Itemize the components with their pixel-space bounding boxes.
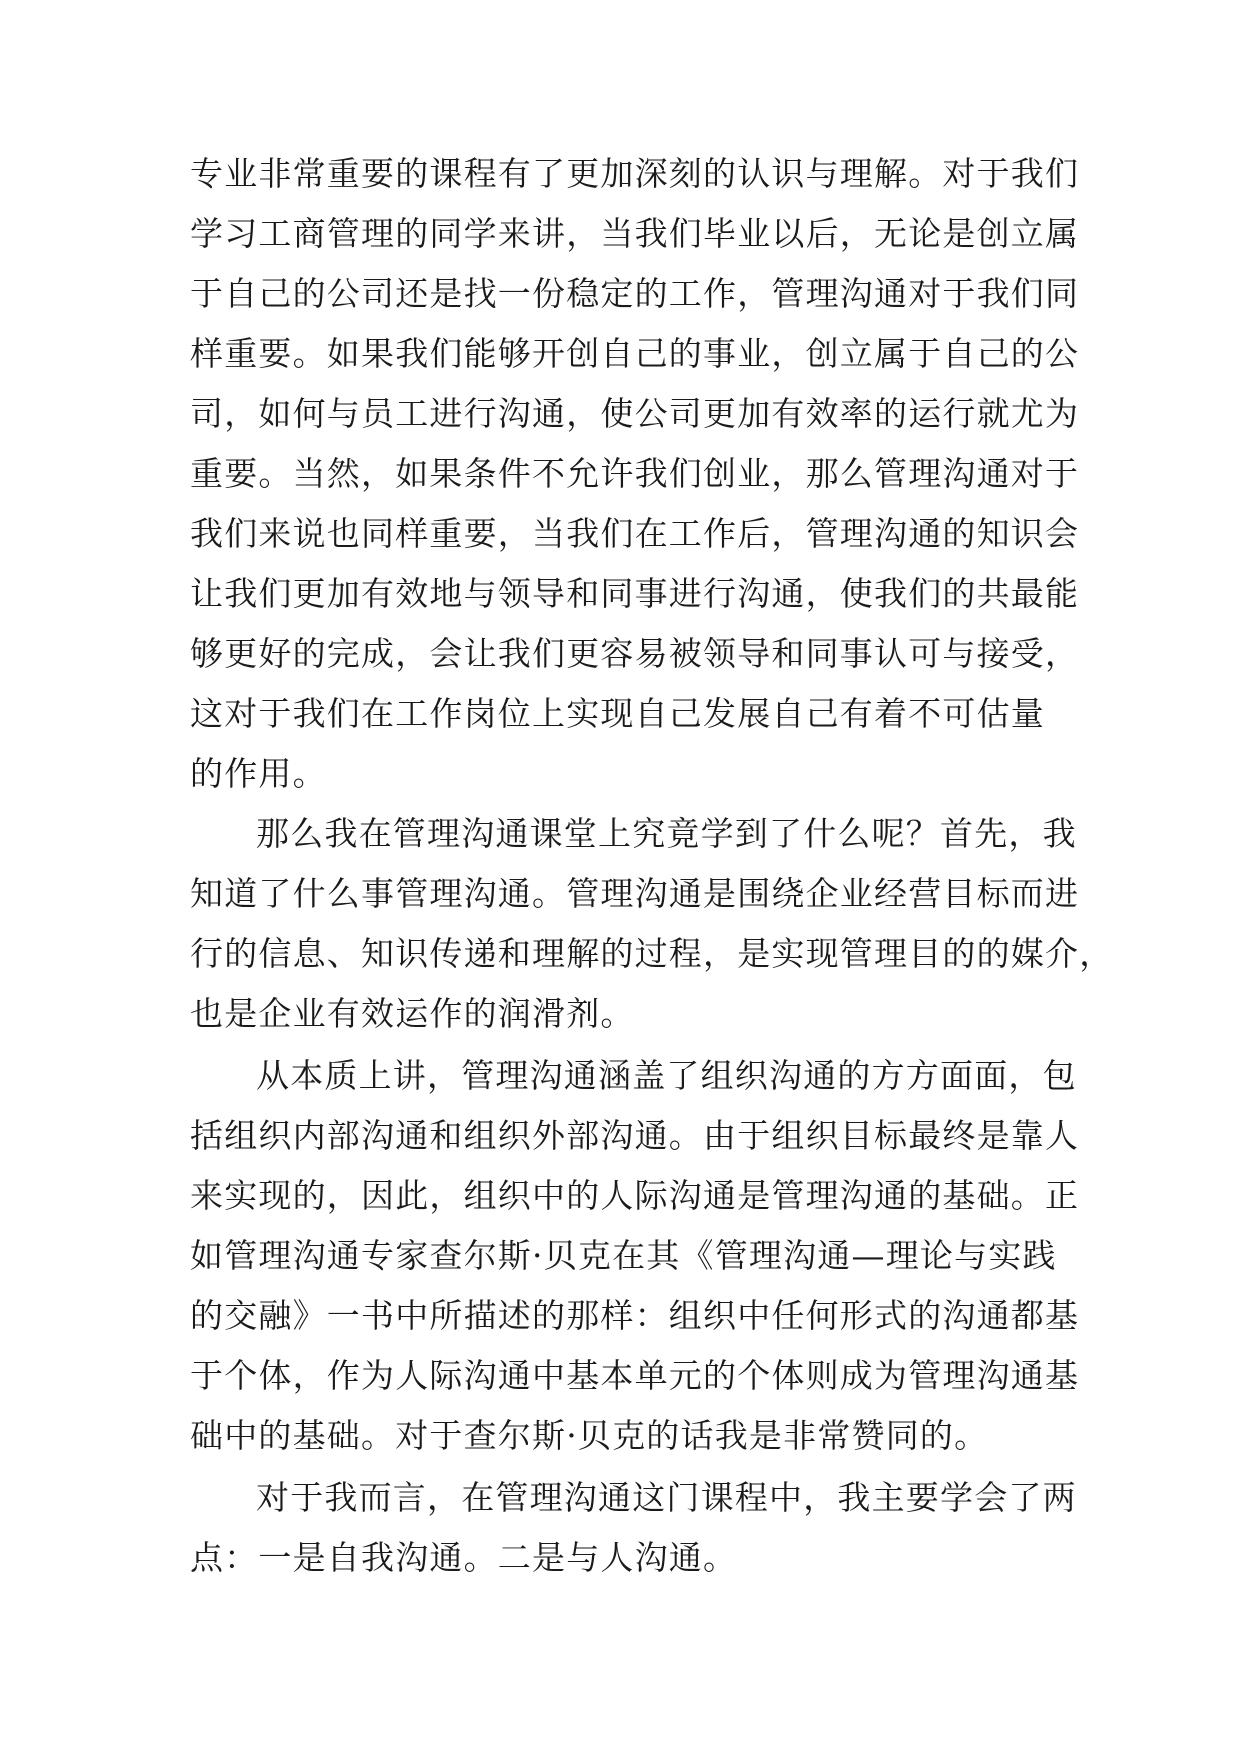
text-line: 也是企业有效运作的润滑剂。 — [190, 994, 635, 1033]
text-line: 行的信息、知识传递和理解的过程，是实现管理目的的媒介， — [190, 934, 1114, 973]
text-line: 括组织内部沟通和组织外部沟通。由于组织目标最终是靠人 — [190, 1116, 1080, 1155]
text-line: 的作用。 — [190, 754, 327, 793]
text-line: 如管理沟通专家查尔斯·贝克在其《管理沟通—理论与实践 — [190, 1236, 1057, 1275]
paragraph-first-line: 对于我而言，在管理沟通这门课程中，我主要学会了两 — [256, 1478, 1077, 1517]
text-line: 来实现的，因此，组织中的人际沟通是管理沟通的基础。正 — [190, 1176, 1080, 1215]
text-line: 让我们更加有效地与领导和同事进行沟通，使我们的共最能 — [190, 574, 1080, 613]
text-line: 的交融》一书中所描述的那样：组织中任何形式的沟通都基 — [190, 1296, 1080, 1335]
text-line: 点：一是自我沟通。二是与人沟通。 — [190, 1538, 738, 1577]
text-line: 司，如何与员工进行沟通，使公司更加有效率的运行就尤为 — [190, 394, 1080, 433]
text-line: 知道了什么事管理沟通。管理沟通是围绕企业经营目标而进 — [190, 874, 1080, 913]
text-line: 础中的基础。对于查尔斯·贝克的话我是非常赞同的。 — [190, 1416, 989, 1455]
paragraph-first-line: 那么我在管理沟通课堂上究竟学到了什么呢？首先，我 — [256, 814, 1077, 853]
text-line: 这对于我们在工作岗位上实现自己发展自己有着不可估量 — [190, 694, 1045, 733]
text-line: 我们来说也同样重要，当我们在工作后，管理沟通的知识会 — [190, 514, 1080, 553]
text-line: 重要。当然，如果条件不允许我们创业，那么管理沟通对于 — [190, 454, 1080, 493]
text-line: 够更好的完成，会让我们更容易被领导和同事认可与接受， — [190, 634, 1080, 673]
text-line: 学习工商管理的同学来讲，当我们毕业以后，无论是创立属 — [190, 214, 1080, 253]
text-line: 于个体，作为人际沟通中基本单元的个体则成为管理沟通基 — [190, 1356, 1080, 1395]
text-line: 于自己的公司还是找一份稳定的工作，管理沟通对于我们同 — [190, 274, 1080, 313]
paragraph-first-line: 从本质上讲，管理沟通涵盖了组织沟通的方方面面，包 — [256, 1056, 1077, 1095]
text-line: 样重要。如果我们能够开创自己的事业，创立属于自己的公 — [190, 334, 1080, 373]
text-line: 专业非常重要的课程有了更加深刻的认识与理解。对于我们 — [190, 154, 1080, 193]
